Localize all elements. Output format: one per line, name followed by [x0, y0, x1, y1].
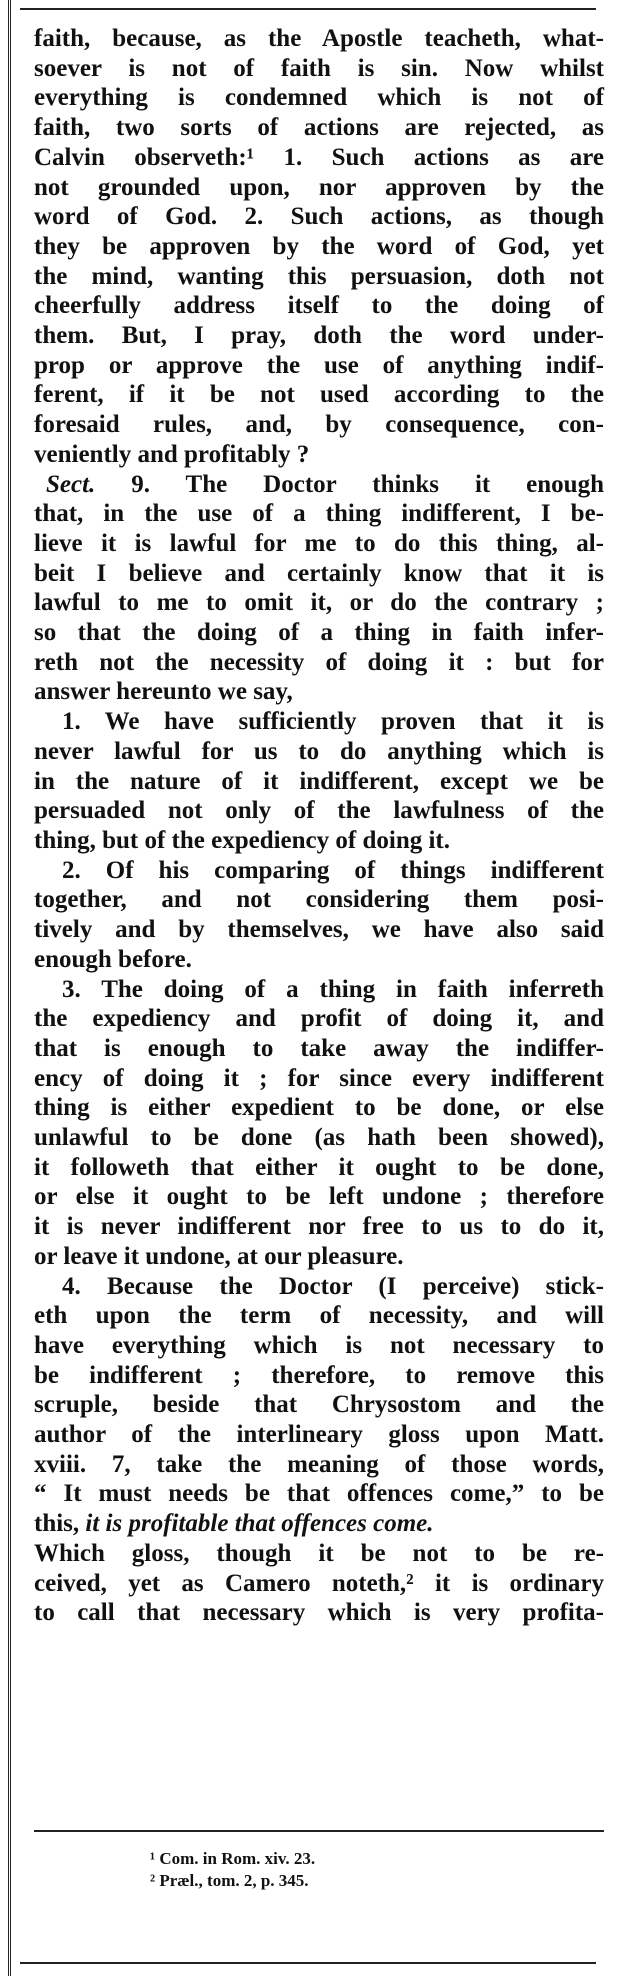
- footnotes: [150, 1848, 315, 1892]
- line-text: 3. The doing of a thing in faith inferreth: [62, 975, 604, 1003]
- line-text: tively and by themselves, we have also said: [34, 916, 604, 944]
- line-text: 2. Of his comparing of things indifferent: [62, 856, 604, 884]
- line-text: thing is either expedient to be done, or else: [34, 1094, 604, 1122]
- text-line: [34, 677, 604, 707]
- line-text: ency of doing it ; for since every indifferent: [34, 1064, 604, 1092]
- line-text: lawful to me to omit it, or do the contrary ;: [34, 589, 604, 617]
- line-text: it is never indifferent nor free to us to do it,: [34, 1213, 604, 1241]
- text-line: [34, 707, 604, 737]
- text-line: [34, 915, 604, 945]
- line-text: thing, but of the expediency of doing it.: [34, 826, 451, 854]
- line-text: answer hereunto we say,: [34, 678, 293, 706]
- text-line: [34, 351, 604, 381]
- line-text: unlawful to be done (as hath been showed),: [34, 1124, 604, 1152]
- italic-phrase: it is profitable that offences come.: [85, 1510, 434, 1538]
- text-line: [34, 410, 604, 440]
- line-text: foresaid rules, and, by consequence, con-: [34, 411, 604, 439]
- text-line: [34, 499, 604, 529]
- line-text: this,: [34, 1510, 86, 1538]
- line-text: faith, because, as the Apostle teacheth, what-: [34, 25, 604, 52]
- text-line: [34, 291, 604, 321]
- text-line: [34, 1569, 604, 1599]
- line-text: scruple, beside that Chrysostom and the: [34, 1391, 604, 1419]
- text-line: [34, 1064, 604, 1094]
- text-line: [34, 1331, 604, 1361]
- bottom-border-rule: [20, 1962, 596, 1964]
- line-text: together, and not considering them posi-: [34, 886, 604, 914]
- line-text: not grounded upon, nor approven by the: [34, 173, 604, 201]
- line-text: lieve it is lawful for me to do this thing, al-: [34, 529, 604, 557]
- line-text: or else it ought to be left undone ; therefore: [34, 1183, 604, 1211]
- line-text: to call that necessary which is very profita-: [34, 1599, 604, 1627]
- text-line: [34, 1242, 604, 1272]
- text-line: [34, 173, 604, 203]
- text-line: [34, 529, 604, 559]
- text-line: [34, 1539, 604, 1569]
- text-line: [34, 1212, 604, 1242]
- text-line: [34, 856, 604, 886]
- text-line: [34, 648, 604, 678]
- line-text: them. But, I pray, doth the word under-: [34, 322, 604, 350]
- section-label: Sect.: [46, 470, 96, 498]
- text-line: [34, 262, 604, 292]
- text-line: [34, 470, 604, 500]
- line-text: they be approven by the word of God, yet: [34, 232, 604, 260]
- line-text: be indifferent ; therefore, to remove this: [34, 1361, 604, 1389]
- line-text: that, in the use of a thing indifferent, I be-: [34, 500, 604, 528]
- line-text: the mind, wanting this persuasion, doth not: [34, 262, 604, 290]
- line-text: beit I believe and certainly know that it is: [34, 559, 604, 587]
- line-text: ferent, if it be not used according to the: [34, 381, 604, 409]
- line-text: prop or approve the use of anything indif-: [34, 351, 604, 379]
- text-line: [34, 1153, 604, 1183]
- text-line: [34, 885, 604, 915]
- line-text: Which gloss, though it be not to be re-: [34, 1539, 604, 1567]
- line-text: reth not the necessity of doing it : but for: [34, 648, 604, 676]
- line-text: Calvin observeth:¹ 1. Such actions as are: [34, 143, 604, 171]
- text-line: [34, 1093, 604, 1123]
- line-text: 9. The Doctor thinks it enough: [95, 470, 604, 498]
- text-line: [34, 1182, 604, 1212]
- line-text: “ It must needs be that offences come,” to be: [34, 1480, 604, 1508]
- line-text: in the nature of it indifferent, except we be: [34, 767, 604, 795]
- line-text: enough before.: [34, 945, 192, 973]
- text-line: [34, 1509, 604, 1539]
- line-text: eth upon the term of necessity, and will: [34, 1302, 604, 1330]
- footnote-separator: [34, 1830, 604, 1832]
- line-text: 4. Because the Doctor (I perceive) stick-: [62, 1272, 604, 1300]
- text-line: [34, 945, 604, 975]
- text-line: [34, 232, 604, 262]
- text-line: [34, 1598, 604, 1628]
- text-line: [34, 559, 604, 589]
- text-line: [34, 1004, 604, 1034]
- text-line: [34, 1123, 604, 1153]
- line-text: persuaded not only of the lawfulness of the: [34, 797, 604, 825]
- line-text: ceived, yet as Camero noteth,² it is ordinary: [34, 1569, 604, 1597]
- text-line: [34, 1361, 604, 1391]
- line-text: faith, two sorts of actions are rejected, as: [34, 114, 604, 142]
- text-line: [34, 737, 604, 767]
- line-text: word of God. 2. Such actions, as though: [34, 203, 604, 231]
- top-border-rule: [20, 8, 596, 10]
- footnote-1: ¹ Com. in Rom. xiv. 23.: [150, 1849, 316, 1868]
- line-text: 1. We have sufficiently proven that it is: [62, 708, 604, 736]
- line-text: cheerfully address itself to the doing of: [34, 292, 604, 320]
- text-line: [34, 440, 604, 470]
- text-line: [34, 83, 604, 113]
- text-line: [34, 1272, 604, 1302]
- text-line: [34, 1390, 604, 1420]
- text-line: [34, 618, 604, 648]
- line-text: or leave it undone, at our pleasure.: [34, 1242, 404, 1270]
- line-text: author of the interlineary gloss upon Matt.: [34, 1421, 604, 1449]
- line-text: xviii. 7, take the meaning of those words,: [34, 1450, 604, 1478]
- text-line: [34, 826, 604, 856]
- line-text: soever is not of faith is sin. Now whilst: [34, 54, 604, 82]
- text-line: [34, 380, 604, 410]
- text-line: [34, 1301, 604, 1331]
- line-text: everything is condemned which is not of: [34, 84, 604, 112]
- text-line: [34, 24, 604, 54]
- text-line: [34, 975, 604, 1005]
- text-line: [34, 1034, 604, 1064]
- text-line: [34, 796, 604, 826]
- text-line: [34, 588, 604, 618]
- left-border-rule: [8, 0, 11, 1976]
- line-text: never lawful for us to do anything which is: [34, 737, 604, 765]
- text-line: [34, 143, 604, 173]
- line-text: it followeth that either it ought to be done,: [34, 1153, 604, 1181]
- line-text: that is enough to take away the indiffer-: [34, 1034, 604, 1062]
- text-line: [34, 54, 604, 84]
- text-line: [34, 321, 604, 351]
- line-text: the expediency and profit of doing it, and: [34, 1005, 604, 1033]
- text-line: [34, 202, 604, 232]
- line-text: veniently and profitably ?: [34, 440, 310, 468]
- text-line: [34, 113, 604, 143]
- line-text: have everything which is not necessary to: [34, 1331, 604, 1359]
- footnote-2: ² Præl., tom. 2, p. 345.: [150, 1871, 309, 1890]
- text-line: [34, 1420, 604, 1450]
- text-line: [34, 1479, 604, 1509]
- text-line: [34, 767, 604, 797]
- body-text: [34, 24, 604, 1628]
- line-text: so that the doing of a thing in faith infer-: [34, 619, 604, 647]
- text-line: [34, 1450, 604, 1480]
